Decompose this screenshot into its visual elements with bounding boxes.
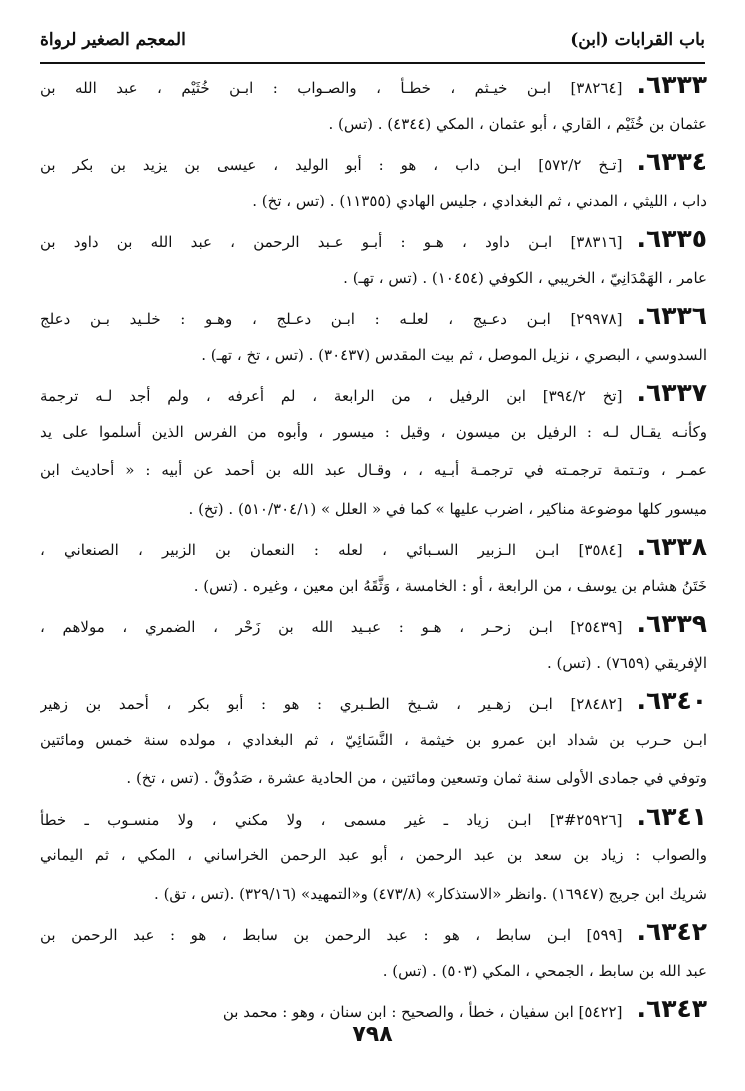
entry-text: وتوفي في جمادى الأولى سنة ثمان وتسعين ومائتين ، من الحادية عشرة ، صَدُوقٌ . (تس ، تخ) . xyxy=(126,769,707,787)
entry-text: [٢٨٤٨٢] ابـن زهـير ، شـيخ الطـبري : هو : أبو بكر ، أحمد بن زهير xyxy=(40,695,623,713)
entry-line xyxy=(40,143,707,182)
entry-line xyxy=(40,490,707,529)
entry-line xyxy=(40,220,707,259)
entry-line xyxy=(40,413,707,452)
entry-number: ٦٣٤٠. xyxy=(636,686,707,715)
entry-text: السدوسي ، البصري ، نزيل الموصل ، ثم بيت المقدس (٣٠٤٣٧) . (تس ، تخ ، تهـ) . xyxy=(201,345,707,364)
book-title: المعجم الصغير لرواة xyxy=(40,30,186,50)
entry-number: ٦٣٣٤. xyxy=(636,147,707,176)
entry-text: داب ، الليثي ، المدني ، ثم البغدادي ، جليس الهادي (١١٣٥٥) . (تس ، تخ) . xyxy=(252,191,707,210)
entry xyxy=(40,528,707,605)
page-number: ٧٩٨ xyxy=(352,1022,393,1047)
entry-text: خَتَنُ هشام بن يوسف ، من الرابعة ، أو : الخامسة ، وَثَّقَهُ ابن معين ، وغيره . (تس) . xyxy=(193,576,707,595)
entry-text: وكأنـه يقـال لـه : الرفيل بن ميسون ، وقيل : ميسور ، وأبوه من الفرس الذين أسلموا على يد xyxy=(40,422,707,441)
header-rule xyxy=(40,62,705,64)
entry xyxy=(40,220,707,297)
entry-text: عمـر ، وتـتمة ترجمـته في ترجمـة أبـيه ، ، وقـال عبد الله بن أحمد عن أبيه : « أحاديث ابن xyxy=(40,461,707,479)
entry-number: ٦٣٣٨. xyxy=(636,532,707,561)
entry-line xyxy=(40,105,707,144)
chapter-title: باب القرابات (ابن) xyxy=(570,30,705,50)
entry-line xyxy=(40,952,707,991)
entry xyxy=(40,297,707,374)
entry xyxy=(40,913,707,990)
entry-text: عثمان بن خُثَيْم ، القاري ، أبو عثمان ، المكي (٤٣٤٤) . (تس) . xyxy=(328,114,707,133)
entry-text: الإفريقي (٧٦٥٩) . (تس) . xyxy=(547,653,707,672)
entry-line xyxy=(40,451,707,490)
entry-line xyxy=(40,567,707,606)
entry-number: ٦٣٤٢. xyxy=(636,917,707,946)
entry-line xyxy=(40,297,707,336)
entries-list xyxy=(40,66,707,1029)
entry-number: ٦٣٣٥. xyxy=(636,224,707,253)
entry-line xyxy=(40,66,707,105)
entry-number: ٦٣٤٣. xyxy=(636,994,707,1023)
entry-line xyxy=(40,605,707,644)
entry-text: عامر ، الهَمْدَانِيّ ، الخريبي ، الكوفي (١٠٤٥٤) . (تس ، تهـ) . xyxy=(343,268,707,287)
entry-line xyxy=(40,259,707,298)
entry-number: ٦٣٣٧. xyxy=(636,378,707,407)
entry-number: ٦٣٤١. xyxy=(636,801,707,831)
entry-text: [٥٤٢٢] ابن سفيان ، خطأ ، والصحيح : ابن سنان ، وهو : محمد بن xyxy=(222,1003,623,1021)
entry-text: [٥٩٩] ابـن سابط ، هو : عبد الرحمن بن سابط ، هو : عبد الرحمن بن xyxy=(40,926,623,944)
entry-line xyxy=(40,798,707,837)
entry-text: ابـن حـرب بن شداد ابن عمرو بن خيثمة ، النَّسَائِيّ ، ثم البغدادي ، مولده سنة خمس ومائتين xyxy=(40,730,707,749)
entry-line xyxy=(40,528,707,567)
entry xyxy=(40,798,707,914)
entry xyxy=(40,682,707,798)
entry-text: عبد الله بن سابط ، الجمحي ، المكي (٥٠٣) . (تس) . xyxy=(382,961,707,980)
entry-text: والصواب : زياد بن سعد بن عبد الرحمن ، أبو عبد الرحمن الخراساني ، المكي ، ثم اليماني xyxy=(40,846,707,864)
entry-line xyxy=(40,759,707,798)
entry-line xyxy=(40,182,707,221)
entry-text: شريك ابن جريج (١٦٩٤٧) .وانظر «الاستذكار» (٤٧٣/٨) و«التمهيد» (٣٢٩/١٦) .(تس ، تق) . xyxy=(154,884,707,903)
entry-text: [٢٥٤٣٩] ابـن زحـر ، هـو : عبـيد الله بن زَحْر ، الضمري ، مولاهم ، xyxy=(40,618,623,636)
entry xyxy=(40,66,707,143)
entry-line xyxy=(40,875,707,914)
entry-text: [٣٥٨٤] ابـن الـزبير السـبائي ، لعله : النعمان بن الزبير ، الصنعاني ، xyxy=(40,541,623,559)
entry-line xyxy=(40,336,707,375)
entry-line xyxy=(40,721,707,760)
entry xyxy=(40,605,707,682)
entry-text: [٢٥٩٢٦#٣] ابـن زياد ـ غير مسمى ، ولا مكني ، ولا منسـوب ـ خطأ xyxy=(40,810,623,829)
entry-text: [٣٨٣١٦] ابـن داود ، هـو : أبـو عـبد الرحمن ، عبد الله بن داود بن xyxy=(40,233,623,251)
entry-text: ميسور كلها موضوعة مناكير ، اضرب عليها » كما في « العلل » (٥١٠/٣٠٤/١) . (تخ) . xyxy=(188,499,707,518)
page-header xyxy=(40,22,705,58)
entry xyxy=(40,143,707,220)
entry-text: [تخ ٣٩٤/٢] ابن الرفيل ، من الرابعة ، لم أعرفه ، ولم أجد لـه ترجمة xyxy=(40,387,623,405)
entry-text: [٣٨٢٦٤] ابـن خيـثم ، خطـأ ، والصـواب : ابـن خُثَيْم ، عبد الله بن xyxy=(40,79,623,97)
entry xyxy=(40,374,707,528)
entry-line xyxy=(40,374,707,413)
entry-line xyxy=(40,644,707,683)
entry-number: ٦٣٣٩. xyxy=(636,609,707,638)
entry-line xyxy=(40,836,707,875)
entry-text: [٢٩٩٧٨] ابـن دعـيج ، لعلـه : ابـن دعـلج ، وهـو : خلـيد بـن دعلج xyxy=(40,310,623,328)
entry-line xyxy=(40,682,707,721)
entry-line xyxy=(40,913,707,952)
entry-number: ٦٣٣٦. xyxy=(636,301,707,330)
entry-text: [تـخ ٥٧٢/٢] ابـن داب ، هو : أبو الوليد ، عيسى بن يزيد بن بكر بن xyxy=(40,156,623,174)
entry-number: ٦٣٣٣. xyxy=(636,70,707,99)
